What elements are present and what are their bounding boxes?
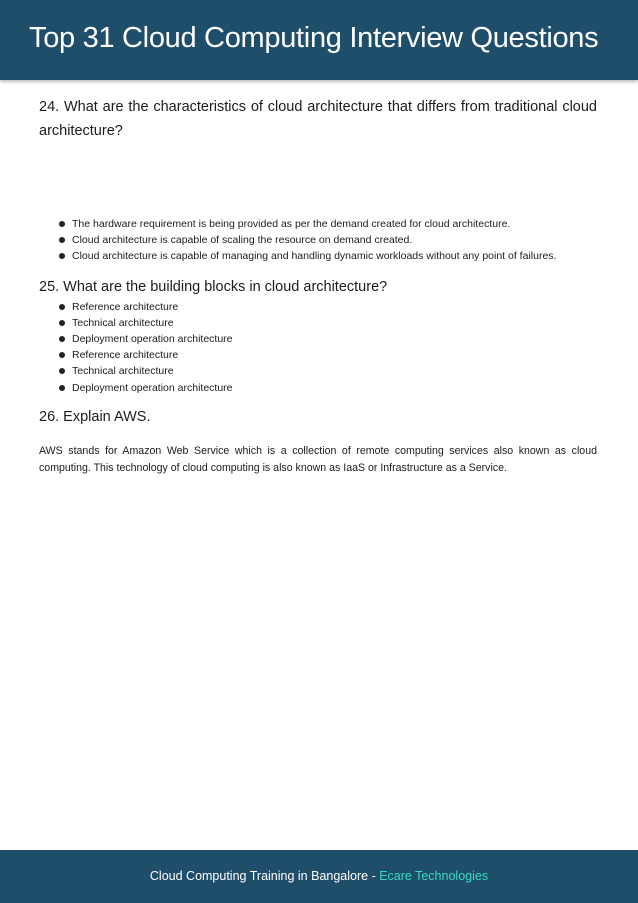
answer-24-list: [39, 216, 597, 265]
list-item: Technical architecture: [59, 363, 597, 379]
page-footer: [0, 850, 638, 903]
main-content: [39, 95, 597, 477]
footer-label: Cloud Computing Training in Bangalore -: [149, 869, 380, 883]
page-header: [0, 0, 638, 80]
question-25: 25. What are the building blocks in cloud architecture?: [39, 278, 388, 295]
footer-link[interactable]: Ecare Technologies: [379, 869, 489, 883]
list-item: Deployment operation architecture: [59, 331, 597, 347]
question-26: 26. Explain AWS.: [39, 408, 151, 425]
list-item: The hardware requirement is being provided as per the demand created for cloud architecture.: [59, 216, 597, 232]
page-title: Top 31 Cloud Computing Interview Questions: [29, 22, 599, 54]
list-item: Technical architecture: [59, 315, 597, 331]
list-item: Cloud architecture is capable of scaling the resource on demand created.: [59, 232, 597, 248]
list-item: Deployment operation architecture: [59, 380, 597, 396]
blank-space: [39, 143, 597, 216]
footer-text: [0, 869, 638, 883]
answer-26: AWS stands for Amazon Web Service which is a collection of remote computing services also known as cloud computing. This technology of cloud computing is also known as IaaS or Infrastructure as a Service.: [39, 444, 597, 474]
list-item: Reference architecture: [59, 299, 597, 315]
answer-25-list: [39, 299, 597, 396]
list-item: Reference architecture: [59, 347, 597, 363]
question-24: 24. What are the characteristics of cloud architecture that differs from traditional cloud architecture?: [39, 99, 597, 139]
list-item: Cloud architecture is capable of managing and handling dynamic workloads without any point of failures.: [59, 248, 597, 264]
